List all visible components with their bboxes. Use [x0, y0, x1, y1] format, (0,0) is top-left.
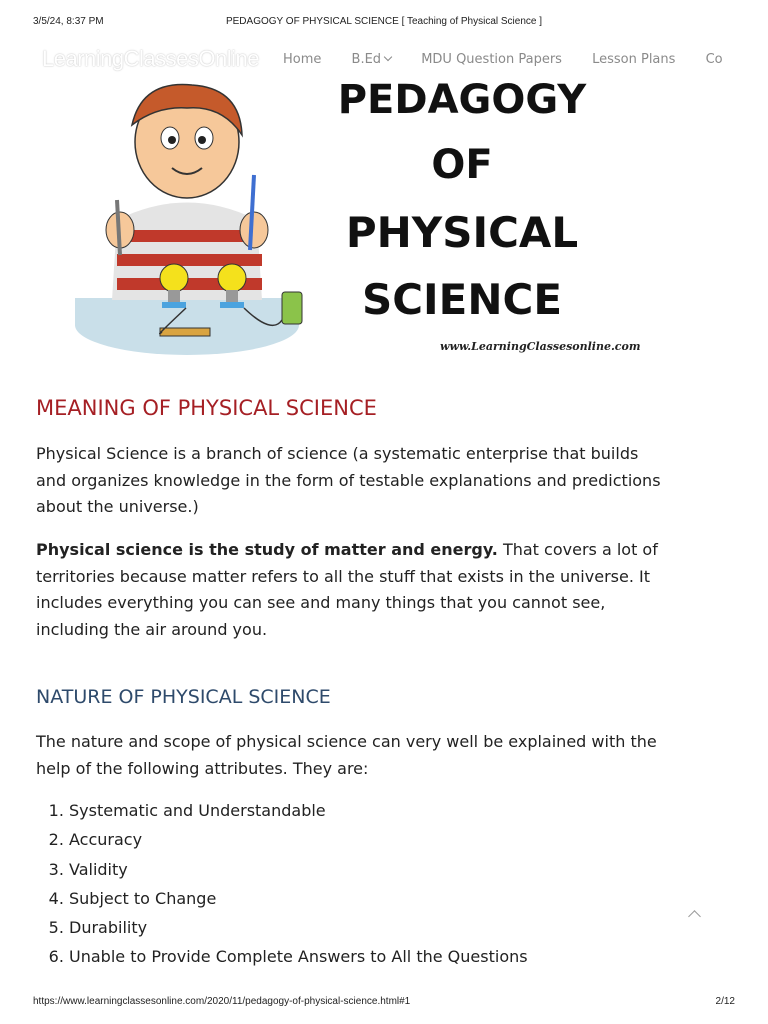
hero-site-url: www.LearningClassesonline.com [440, 340, 641, 353]
site-logo[interactable]: LearningClassesOnline [42, 46, 259, 71]
definition-paragraph [36, 537, 666, 643]
nav-item-bed[interactable] [352, 52, 392, 67]
print-date: 3/5/24, 8:37 PM [33, 16, 104, 27]
nature-heading: NATURE OF PHYSICAL SCIENCE [36, 686, 331, 708]
nav-menu [283, 52, 733, 67]
chevron-down-icon [384, 53, 392, 61]
print-doc-title: PEDAGOGY OF PHYSICAL SCIENCE [ Teaching of Physical Science ] [225, 16, 543, 27]
list-item: 3. Validity [69, 856, 528, 885]
hero-title-line2: OF [431, 142, 493, 188]
hero-title-line1: PEDAGOGY [337, 77, 587, 123]
meaning-paragraph: Physical Science is a branch of science (a systematic enterprise that builds and organizes knowledge in the form of testable explanations and predictions about the universe.) [36, 444, 661, 516]
list-item: 4. Subject to Change [69, 885, 528, 914]
nav-item-bed-label: B.Ed [351, 52, 382, 67]
hero-title-line4: SCIENCE [361, 275, 563, 324]
meaning-heading: MEANING OF PHYSICAL SCIENCE [36, 396, 377, 420]
print-header [33, 16, 735, 30]
definition-rest: That covers a lot of territories because matter refers to all the stuff that exists in the universe. It includes everything you can see and many things that you cannot see, including the air around you. [36, 540, 658, 639]
print-url: https://www.learningclassesonline.com/2020/11/pedagogy-of-physical-science.html#1 [33, 996, 411, 1007]
hero-banner [36, 77, 656, 370]
list-item: 2. Accuracy [69, 826, 528, 855]
attributes-list [36, 797, 528, 973]
nav-item-home[interactable]: Home [283, 52, 322, 67]
print-footer [33, 996, 735, 1010]
nav-item-lesson-plans[interactable]: Lesson Plans [592, 52, 676, 67]
print-page-number: 2/12 [715, 996, 735, 1007]
nature-intro: The nature and scope of physical science can very well be explained with the help of the following attributes. They are: [36, 732, 657, 778]
definition-bold: Physical science is the study of matter and energy. [36, 540, 498, 559]
list-item: 5. Durability [69, 914, 528, 943]
nav-item-mdu-question-papers[interactable]: MDU Question Papers [421, 52, 562, 67]
nav-item-co[interactable]: Co [705, 52, 723, 67]
chevron-up-icon[interactable] [688, 910, 701, 923]
list-item: 6. Unable to Provide Complete Answers to All the Questions [69, 943, 528, 972]
boy-with-circuit-illustration [72, 80, 312, 370]
site-navbar [33, 44, 733, 76]
list-item: 1. Systematic and Understandable [69, 797, 528, 826]
hero-title-line3: PHYSICAL [345, 208, 579, 257]
